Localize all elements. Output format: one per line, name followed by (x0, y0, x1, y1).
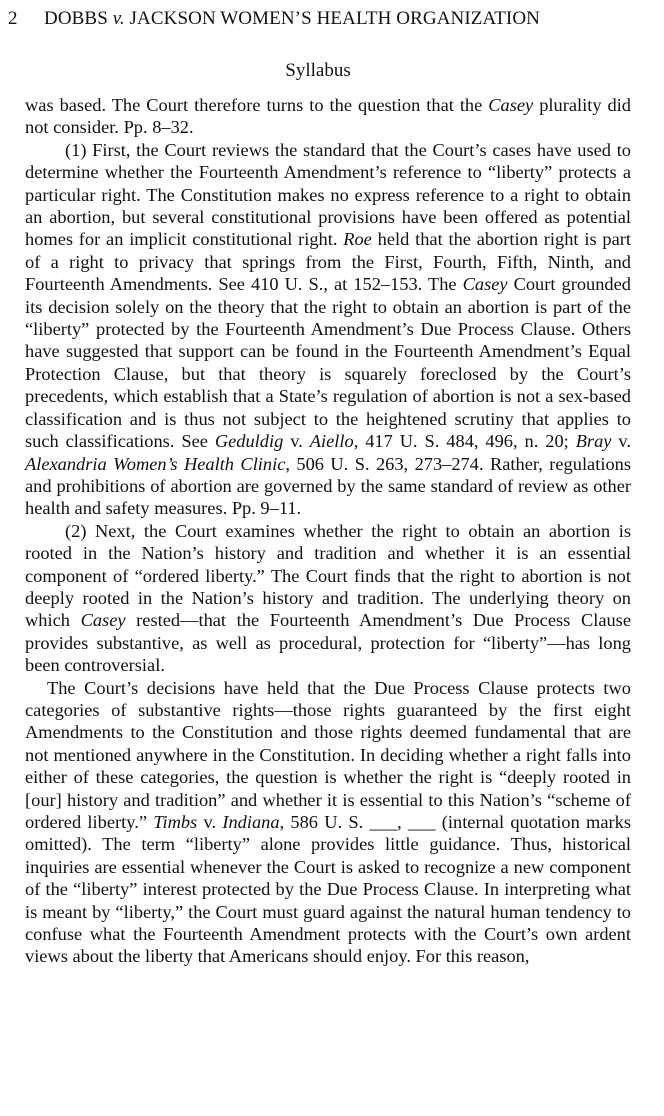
running-title-start: DOBBS (44, 8, 113, 29)
paragraph-text: , 506 U. S. 263, 273–274. Rather, regulations and prohibitions of abortion are governed by the same standard of review as other health and safety measures. Pp. 9–11. (25, 453, 631, 519)
italic-citation-text: Aiello (309, 431, 354, 452)
paragraph-text: Court grounded its decision solely on the theory that the right to obtain an abortion is part of the “liberty” protected by the Fourteenth Amendment’s Due Process Clause. Others have suggested that support can be found in the Fourteenth Amendment’s Equal Protection Clause, but that theory is squarely foreclosed by the Court’s precedents, which establish that a State’s regulation of abortion is not a sex-based classification and is thus not subject to the heightened scrutiny that applies to such classifications. See (25, 274, 631, 452)
paragraph-text: (1) First, the Court reviews the standard that the Court’s cases have used to determine whether the Fourteenth Amendment’s reference to “liberty” protects a particular right. The Constitution makes no express reference to a right to obtain an abortion, but several constitutional provisions have been offered as potential homes for an implicit constitutional right. (25, 139, 631, 250)
running-title-versus: v. (112, 8, 125, 29)
paragraph-text: plurality did not consider. Pp. 8–32. (25, 95, 631, 138)
body-paragraph (25, 520, 631, 677)
paragraph-text: rested—that the Fourteenth Amendment’s Due Process Clause provides substantive, as well as procedural, protection for “liberty”—has long been controversial. (25, 610, 631, 676)
paragraph-text: was based. The Court therefore turns to the question that the (25, 95, 489, 115)
body-text (25, 94, 631, 968)
body-paragraph (25, 139, 631, 520)
italic-citation-text: Timbs (153, 812, 198, 832)
running-title (44, 6, 540, 32)
italic-citation-text: Casey (488, 95, 534, 115)
body-paragraph (25, 94, 631, 139)
paragraph-text: v. (611, 431, 631, 452)
paragraph-text: v. (197, 812, 223, 832)
paragraph-text: The Court’s decisions have held that the Due Process Clause protects two categories of substantive rights—those rights guaranteed by the first eight Amendments to the Constitution and those rights deemed fundamental that are not mentioned anywhere in the Constitution. In deciding whether a right falls into either of these categories, the question is whether the right is “deeply rooted in [our] history and tradition” and whether it is essential to this Nation’s “scheme of ordered liberty.” (25, 677, 631, 832)
section-label: Syllabus (285, 60, 351, 81)
page-header (8, 6, 648, 32)
paragraph-text: held that the abortion right is part of a right to privacy that springs from the First, Fourth, Fifth, Ninth, and Fourteenth Amendments. See 410 U. S., at 152–153. The (25, 229, 631, 295)
paragraph-text: (2) Next, the Court examines whether the right to obtain an abortion is rooted in the Nation’s history and tradition and whether it is an essential component of “ordered liberty.” The Court finds that the right to abortion is not deeply rooted in the Nation’s history and tradition. The underlying theory on which (25, 520, 631, 631)
page-number: 2 (8, 8, 18, 29)
italic-citation-text: Alexandria Women’s Health Clinic (25, 453, 286, 474)
running-title-end: JACKSON WOMEN’S HEALTH ORGANIZATION (124, 8, 540, 29)
italic-citation-text: Bray (575, 431, 612, 452)
italic-citation-text: Roe (343, 229, 372, 250)
italic-citation-text: Casey (462, 274, 508, 295)
italic-citation-text: Indiana (222, 812, 280, 832)
body-paragraph (25, 677, 631, 968)
italic-citation-text: Casey (80, 610, 126, 631)
paragraph-text: , 586 U. S. ___, ___ (internal quotation marks omitted). The term “liberty” alone provides little guidance. Thus, historical inquiries are essential whenever the Court is asked to recognize a new component of the “liberty” interest protected by the Due Process Clause. In interpreting what is meant by “liberty,” the Court must guard against the natural human tendency to confuse what the Fourteenth Amendment protects with the Court’s own ardent views about the liberty that Americans should enjoy. For this reason, (25, 812, 631, 967)
paragraph-text: , 417 U. S. 484, 496, n. 20; (353, 431, 576, 452)
paragraph-text: v. (283, 431, 310, 452)
italic-citation-text: Geduldig (214, 431, 284, 452)
